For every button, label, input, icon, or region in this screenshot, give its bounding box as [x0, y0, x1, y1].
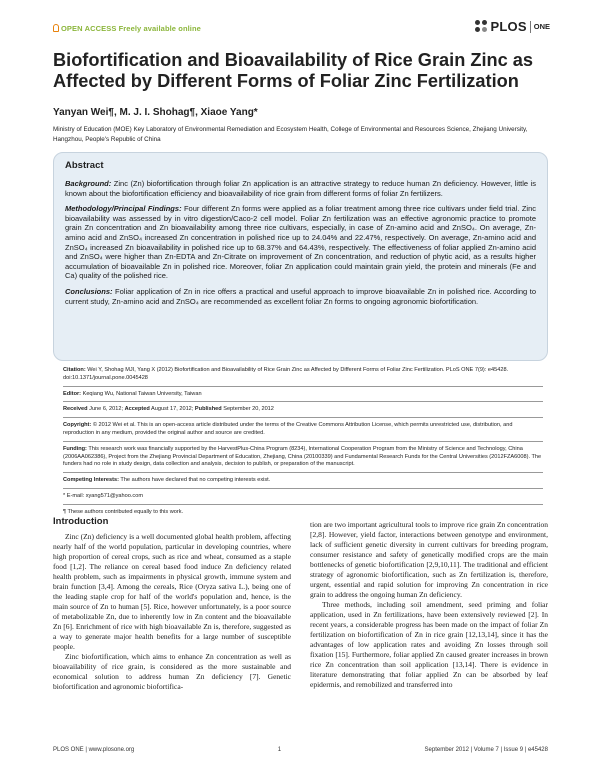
accepted-label: Accepted — [124, 406, 150, 413]
copyright-label: Copyright: — [63, 422, 92, 429]
plos-one-logo — [475, 19, 550, 34]
intro-paragraph: Zinc (Zn) deficiency is a well documented global health problem, affecting nearly half of the world population, particular in developing countries, where high proportion of cereal crops, such as rice and wheat, consumed as a staple food [1,2]. The reliance on cereal based food induce Zn deficiency related health problem, such as impairments in physical growth, immune system and brain function [3,4]. Among the cereals, Rice (Oryza sativa L.), being one of the leading staple crop for half of the world's population and, hence, is the main source of Zn to human [5]. Rice, however unfortunately, is a poor source of metabolizable Zn, due to inherently low in Zn content and the bioavailable Zn [6]. Enrichment of rice with high bioavailable Zn is, therefore, suggested as a way to generate major health benefits for a large number of susceptible people. — [53, 532, 291, 651]
editor-text: Keqiang Wu, National Taiwan University, Taiwan — [82, 390, 202, 397]
meta-divider — [63, 488, 543, 489]
abstract-box — [53, 152, 548, 361]
methods-text: Four different Zn forms were applied as a foliar treatment among three rice cultivars under field trial. Zinc bioavailability was assessed by in vitro digestion/Caco-2 cell model. Foliar Zn fertilization was an effective agronomic practice to promote grain Zn concentration and Zn bioavailability among three rice cultivars, especially, in case of Zn-amino acid and ZnSO₄. On average, Zn-amino acid and ZnSO₄ increased Zn concentration in polished rice up to 24.04% and 22.47%, respectively. On average, Zn-amino acid and ZnSO₄ increased Zn bioavailability in polished rice up to 68.37% and 64.43%, respectively. The effectiveness of foliar applied Zn-amino acid and ZnSO₄ were higher than Zn-EDTA and Zn-Citrate on improvement of Zn concentration, and reduction of phytic acid, as a results higher accumulation of bioavailable Zn in polished rice. Moreover, foliar Zn application could maintain grain yield, the protein and minerals (Fe and Ca) quality of the polished rice. — [65, 204, 536, 281]
accepted-date: August 17, 2012; — [151, 406, 194, 413]
corresponding-email[interactable]: * E-mail: xyang571@yahoo.com — [63, 492, 143, 499]
received-date: June 6, 2012; — [89, 406, 124, 413]
abstract-heading: Abstract — [65, 160, 104, 171]
right-column — [310, 520, 548, 690]
meta-divider — [63, 504, 543, 505]
abstract-background — [65, 179, 536, 198]
intro-paragraph: Zinc biofortification, which aims to enhance Zn concentration as well as bioavailability of rice grain, is considered as the more sustainable and economical solution to address human Zn deficiency [7]. Genetic biofortification and agronomic biofortifica- — [53, 652, 291, 691]
meta-divider — [63, 441, 543, 442]
editor-label: Editor: — [63, 390, 82, 397]
meta-divider — [63, 472, 543, 473]
open-access-lock-icon — [53, 24, 59, 32]
copyright — [63, 422, 543, 438]
citation-label: Citation: — [63, 367, 86, 373]
copyright-text: © 2012 Wei et al. This is an open-access article distributed under the terms of the Creative Commons Attribution License, which permits unrestricted use, distribution, and reproduction in any medium, provided the original author and source are credited. — [63, 422, 513, 436]
meta-divider — [63, 401, 543, 402]
meta-divider — [63, 386, 543, 387]
background-label: Background: — [65, 179, 112, 188]
page-footer — [53, 747, 548, 753]
article-metadata — [63, 367, 543, 520]
open-access-label: OPEN — [61, 24, 83, 33]
abstract-conclusions — [65, 287, 536, 306]
plos-logo-icon — [475, 20, 489, 34]
intro-paragraph: tion are two important agricultural tools to improve rice grain Zn concentration [2,8]. However, yield factor, interactions between genotype and environment, lack of sufficient genetic diversity in current cultivars for breeding program, consumer resistance and safety of genetically modified crops are the main bottlenecks of genetic biofortification [2,9,10,11]. The traditional and efficient strategy of agronomic biofortification, such as Zn fertilization is, therefore, urgent, essential and rapid solution for improving Zn concentration in rice grain to address the ongoing human Zn deficiency. — [310, 520, 548, 599]
editor — [63, 391, 543, 399]
citation — [63, 367, 543, 383]
left-column — [53, 532, 291, 692]
funding — [63, 446, 543, 469]
introduction-heading: Introduction — [53, 516, 109, 527]
author-affiliation: Ministry of Education (MOE) Key Laboratory of Environmental Remediation and Ecosystem Health, College of Environmental and Resources Science, Zhejiang University, Hangzhou, People's Republic of China — [53, 126, 528, 143]
open-access-banner — [53, 24, 201, 33]
received-label: Received — [63, 406, 88, 413]
logo-divider — [530, 21, 531, 33]
logo-plos-text: PLOS — [490, 19, 527, 34]
author-list: Yanyan Wei¶, M. J. I. Shohag¶, Xiaoe Yang* — [53, 107, 258, 118]
published-date: September 20, 2012 — [223, 406, 274, 413]
citation-text[interactable]: Wei Y, Shohag MJI, Yang X (2012) Biofortification and Bioavailability of Rice Grain Zinc as Affected by Different Forms of Foliar Zinc Fertilization. PLoS ONE 7(9): e45428. doi:10.1371/journal.pone.0045428 — [63, 367, 509, 381]
footer-page-number: 1 — [277, 747, 282, 753]
footer-journal: PLOS ONE | www.plosone.org — [53, 747, 135, 753]
funding-label: Funding: — [63, 445, 87, 452]
competing-interests — [63, 477, 543, 485]
methods-label: Methodology/Principal Findings: — [65, 204, 182, 214]
conclusions-text: Foliar application of Zn in rice offers a practical and useful approach to improve bioavailable Zn in polished rice. According to current study, Zn-amino acid and ZnSO₄ are recommended as excellent foliar Zn forms to ongoing agronomic biofortification. — [65, 286, 536, 306]
funding-text: This research work was financially supported by the HarvestPlus-China Program (8234), International Cooperation Program from the Ministry of Science and Technology, China (2006AA062386), Project from the Zhejiang Provincial Department of Education, Zhejiang, China (20100339) and Fundamental Research Funds for the Central Universities (2012FZA6008). The funders had no role in study design, data collection and analysis, decision to publish, or preparation of the manuscript. — [63, 445, 542, 468]
abstract-methods — [65, 204, 536, 281]
competing-label: Competing Interests: — [63, 477, 119, 484]
logo-one-text: ONE — [533, 22, 550, 31]
article-title: Biofortification and Bioavailability of Rice Grain Zinc as Affected by Different Forms of Foliar Zinc Fertilization — [53, 50, 534, 91]
meta-divider — [63, 417, 543, 418]
equal-contribution-note: ¶ These authors contributed equally to this work. — [63, 508, 184, 515]
conclusions-label: Conclusions: — [65, 286, 113, 296]
banner-tagline: Freely available online — [118, 24, 201, 33]
dates — [63, 406, 543, 414]
footer-issue: September 2012 | Volume 7 | Issue 9 | e45428 — [424, 747, 548, 753]
access-label: ACCESS — [84, 24, 117, 33]
competing-text: The authors have declared that no competing interests exist. — [120, 477, 271, 484]
background-text: Zinc (Zn) biofortification through foliar Zn application is an attractive strategy to reduce human Zn deficiency. However, little is known about the biofortification efficiency and bioavailability of rice grain from different forms of foliar Zn fertilizers. — [65, 179, 536, 198]
published-label: Published — [194, 406, 222, 413]
intro-paragraph: Three methods, including soil amendment, seed priming and foliar application, used in Zn fertilizations, have been extensively reviewed [2]. In recent years, a considerable progress has been made on the impact of foliar Zn fertilization on biofortification of Zn in rice grain [12,13,14], since it has the advantages of low application rates and avoiding Zn losses through soil fixation [15]. Furthermore, foliar applied Zn caused greater increases in brown rice Zn concentration than soil application [13,14]. There is evidence in literature demonstrating that foliar applied Zn can be absorbed by leaf epidermis, and remobilized and transferred into — [310, 600, 548, 689]
